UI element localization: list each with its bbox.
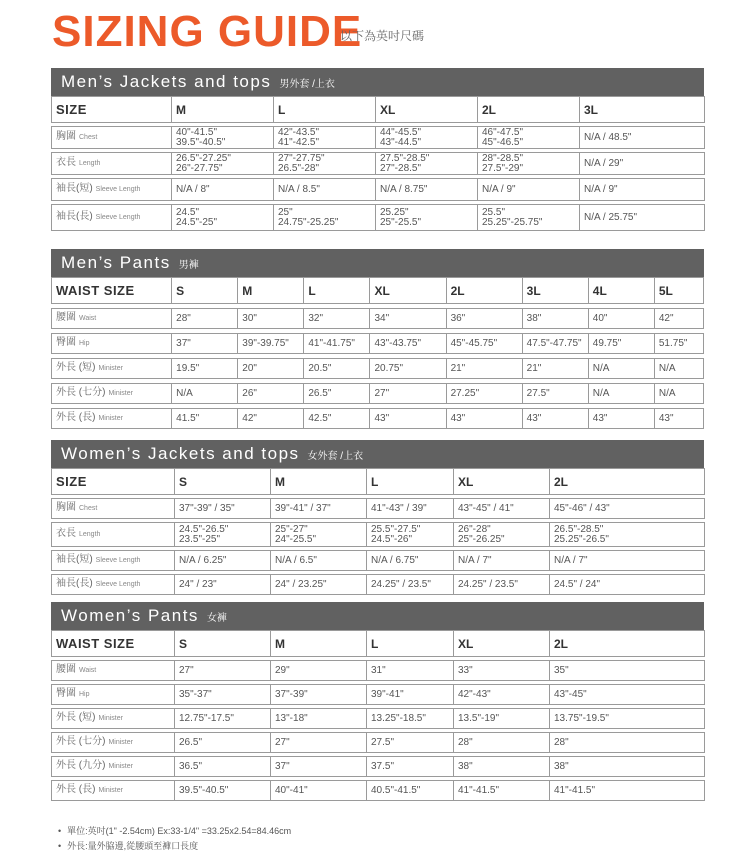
table-cell: 27.5": [522, 384, 588, 404]
table-cell: 28": [172, 309, 238, 329]
table-cell: 36.5": [175, 757, 271, 777]
table-cell: 26.5"-28.5" 25.25"-26.5": [550, 523, 705, 547]
table-cell: 43": [370, 409, 446, 429]
table-cell: 37"-39" / 35": [175, 499, 271, 519]
row-label-en: Sleeve Length: [95, 581, 141, 588]
table-cell: 42"-43.5" 41"-42.5": [274, 127, 376, 149]
size-label: WAIST SIZE: [52, 631, 175, 657]
table-cell: 40"-41": [271, 781, 367, 801]
table-cell: N/A: [654, 359, 703, 379]
section-title-cn: 女外套 /上衣: [307, 450, 364, 462]
table-cell: 38": [522, 309, 588, 329]
table-cell: 41"-41.5": [550, 781, 705, 801]
size-header: M: [271, 631, 367, 657]
row-label: [52, 575, 175, 595]
table-cell: 44"-45.5" 43"-44.5": [376, 127, 478, 149]
table-cell: 37.5": [367, 757, 454, 777]
table-cell: N/A / 7": [550, 551, 705, 571]
section-womens-jackets: [51, 440, 704, 595]
table-row: [52, 781, 705, 801]
row-label-en: Minister: [108, 390, 133, 397]
row-label-cn: 袖長(長): [56, 211, 93, 222]
table-header-row: [52, 97, 705, 123]
table-cell: 26.5": [304, 384, 370, 404]
size-header: L: [367, 469, 454, 495]
row-label-en: Waist: [79, 315, 97, 322]
row-label-en: Chest: [79, 505, 98, 512]
table-cell: 24.25" / 23.5": [367, 575, 454, 595]
size-label: SIZE: [52, 469, 175, 495]
section-header: [51, 68, 704, 96]
size-header: 2L: [478, 97, 580, 123]
table-cell: 26"-28" 25"-26.25": [454, 523, 550, 547]
size-header: 5L: [654, 278, 703, 304]
table-cell: 41.5": [172, 409, 238, 429]
size-header: 2L: [550, 631, 705, 657]
table-cell: 25" 24.75"-25.25": [274, 205, 376, 231]
row-label-cn: 胸圍: [56, 502, 76, 513]
row-label-cn: 外長 (七分): [56, 387, 106, 398]
table-header-row: [52, 278, 704, 304]
table-row: [52, 733, 705, 753]
row-label-en: Minister: [98, 787, 123, 794]
size-label: SIZE: [52, 97, 172, 123]
row-label-cn: 衣長: [56, 157, 76, 168]
size-table: [51, 468, 705, 595]
table-cell: N/A: [588, 384, 654, 404]
table-row: [52, 757, 705, 777]
table-cell: N/A: [172, 384, 238, 404]
table-cell: 43": [654, 409, 703, 429]
table-cell: N/A / 9": [478, 179, 580, 201]
table-cell: 13.25"-18.5": [367, 709, 454, 729]
size-header: S: [172, 278, 238, 304]
row-label-cn: 臀圍: [56, 688, 76, 699]
section-title: Women’s Jackets and tops: [61, 444, 300, 463]
table-cell: 27.25": [446, 384, 522, 404]
table-row: [52, 127, 705, 149]
note-item: • 單位:英吋(1" -2.54cm) Ex:33-1/4" =33.25x2.54=84.46cm: [58, 824, 291, 839]
row-label: [52, 127, 172, 149]
table-cell: 35": [550, 661, 705, 681]
table-cell: 39"-41" / 37": [271, 499, 367, 519]
size-header: M: [238, 278, 304, 304]
row-label: [52, 781, 175, 801]
size-table: [51, 96, 705, 231]
section-title: Men’s Jackets and tops: [61, 72, 272, 91]
row-label: [52, 757, 175, 777]
row-label: [52, 309, 172, 329]
row-label: [52, 409, 172, 429]
row-label: [52, 523, 175, 547]
row-label: [52, 359, 172, 379]
table-cell: 42": [238, 409, 304, 429]
table-cell: 24.25" / 23.5": [454, 575, 550, 595]
size-header: L: [367, 631, 454, 657]
row-label-cn: 外長 (九分): [56, 760, 106, 771]
table-cell: 43"-43.75": [370, 334, 446, 354]
section-header: [51, 440, 704, 468]
table-cell: 28"-28.5" 27.5"-29": [478, 153, 580, 175]
table-row: [52, 309, 704, 329]
table-cell: 20.75": [370, 359, 446, 379]
table-cell: 42"-43": [454, 685, 550, 705]
size-header: XL: [376, 97, 478, 123]
row-label-en: Minister: [98, 715, 123, 722]
table-cell: 13.5"-19": [454, 709, 550, 729]
table-cell: 13.75"-19.5": [550, 709, 705, 729]
table-row: [52, 661, 705, 681]
table-cell: 45"-46" / 43": [550, 499, 705, 519]
section-title-cn: 女褲: [206, 612, 227, 624]
section-title: Women’s Pants: [61, 606, 199, 625]
size-header: L: [274, 97, 376, 123]
table-cell: 38": [454, 757, 550, 777]
table-cell: 39.5"-40.5": [175, 781, 271, 801]
row-label-en: Minister: [98, 415, 123, 422]
table-cell: N/A / 25.75": [580, 205, 705, 231]
table-cell: 40": [588, 309, 654, 329]
row-label: [52, 334, 172, 354]
table-cell: 35"-37": [175, 685, 271, 705]
table-row: [52, 709, 705, 729]
row-label-cn: 袖長(短): [56, 183, 93, 194]
table-row: [52, 334, 704, 354]
table-cell: 24" / 23.25": [271, 575, 367, 595]
size-header: XL: [370, 278, 446, 304]
table-cell: 24.5" 24.5"-25": [172, 205, 274, 231]
table-cell: 24" / 23": [175, 575, 271, 595]
row-label-cn: 腰圍: [56, 312, 76, 323]
table-cell: 39"-39.75": [238, 334, 304, 354]
row-label-cn: 腰圍: [56, 664, 76, 675]
size-header: M: [271, 469, 367, 495]
row-label: [52, 205, 172, 231]
table-cell: N/A / 8.75": [376, 179, 478, 201]
section-title-cn: 男外套 /上衣: [279, 78, 335, 90]
row-label-cn: 外長 (長): [56, 784, 96, 795]
row-label-en: Minister: [108, 763, 133, 770]
section-title: Men’s Pants: [61, 253, 171, 272]
section-mens-jackets: [51, 68, 704, 231]
page-title: SIZING GUIDE: [52, 7, 363, 56]
section-mens-pants: [51, 249, 704, 429]
table-cell: 32": [304, 309, 370, 329]
row-label-cn: 外長 (短): [56, 362, 96, 373]
table-cell: 21": [522, 359, 588, 379]
size-header: XL: [454, 469, 550, 495]
table-cell: 49.75": [588, 334, 654, 354]
table-cell: N/A / 6.75": [367, 551, 454, 571]
row-label: [52, 685, 175, 705]
row-label-en: Sleeve Length: [95, 557, 141, 564]
table-cell: 26.5": [175, 733, 271, 753]
table-row: [52, 575, 705, 595]
table-cell: 40"-41.5" 39.5"-40.5": [172, 127, 274, 149]
table-cell: N/A: [588, 359, 654, 379]
table-cell: 25.25" 25"-25.5": [376, 205, 478, 231]
table-cell: 39"-41": [367, 685, 454, 705]
table-header-row: [52, 469, 705, 495]
table-cell: N/A: [654, 384, 703, 404]
section-womens-pants: [51, 602, 704, 801]
size-header: S: [175, 631, 271, 657]
table-cell: 12.75"-17.5": [175, 709, 271, 729]
table-cell: 27": [175, 661, 271, 681]
table-cell: 37": [271, 757, 367, 777]
page-subtitle: 以下為英吋尺碼: [340, 29, 425, 43]
table-cell: 24.5"-26.5" 23.5"-25": [175, 523, 271, 547]
table-row: [52, 551, 705, 571]
row-label-en: Minister: [108, 739, 133, 746]
table-cell: 36": [446, 309, 522, 329]
size-header: L: [304, 278, 370, 304]
row-label: [52, 551, 175, 571]
table-cell: N/A / 8": [172, 179, 274, 201]
size-table: [51, 277, 704, 429]
table-cell: 28": [550, 733, 705, 753]
row-label-en: Length: [79, 531, 101, 538]
table-cell: 34": [370, 309, 446, 329]
row-label-cn: 外長 (長): [56, 412, 96, 423]
table-cell: 27.5"-28.5" 27"-28.5": [376, 153, 478, 175]
table-row: [52, 523, 705, 547]
row-label-en: Sleeve Length: [95, 186, 141, 193]
row-label-cn: 袖長(長): [56, 578, 93, 589]
table-cell: 37": [172, 334, 238, 354]
table-cell: 42": [654, 309, 703, 329]
table-cell: 43": [588, 409, 654, 429]
row-label: [52, 709, 175, 729]
table-row: [52, 685, 705, 705]
row-label-en: Hip: [79, 691, 90, 698]
row-label-cn: 衣長: [56, 528, 76, 539]
table-cell: 37"-39": [271, 685, 367, 705]
note-item: • 外長:量外脇邊,從腰頭至褲口長度: [58, 839, 291, 854]
table-cell: N/A / 7": [454, 551, 550, 571]
row-label-cn: 外長 (短): [56, 712, 96, 723]
table-cell: 41"-41.5": [454, 781, 550, 801]
size-label: WAIST SIZE: [52, 278, 172, 304]
size-header: 2L: [446, 278, 522, 304]
section-header: [51, 249, 704, 277]
section-title-cn: 男褲: [178, 259, 199, 271]
row-label-cn: 袖長(短): [56, 554, 93, 565]
table-cell: 19.5": [172, 359, 238, 379]
size-header: 3L: [580, 97, 705, 123]
table-cell: 38": [550, 757, 705, 777]
row-label: [52, 661, 175, 681]
table-row: [52, 153, 705, 175]
table-row: [52, 359, 704, 379]
table-cell: N/A / 29": [580, 153, 705, 175]
table-cell: 47.5"-47.75": [522, 334, 588, 354]
table-cell: 45"-45.75": [446, 334, 522, 354]
row-label-cn: 外長 (七分): [56, 736, 106, 747]
table-cell: 41"-41.75": [304, 334, 370, 354]
table-cell: 43"-45": [550, 685, 705, 705]
table-cell: 27": [271, 733, 367, 753]
size-header: 3L: [522, 278, 588, 304]
row-label-cn: 臀圍: [56, 337, 76, 348]
table-cell: 46"-47.5" 45"-46.5": [478, 127, 580, 149]
table-cell: 25.5" 25.25"-25.75": [478, 205, 580, 231]
table-header-row: [52, 631, 705, 657]
table-cell: N/A / 48.5": [580, 127, 705, 149]
row-label-en: Sleeve Length: [95, 214, 141, 221]
size-header: XL: [454, 631, 550, 657]
table-row: [52, 409, 704, 429]
row-label-en: Chest: [79, 134, 98, 141]
row-label-en: Hip: [79, 340, 90, 347]
table-cell: 25"-27" 24"-25.5": [271, 523, 367, 547]
table-cell: 33": [454, 661, 550, 681]
table-cell: N/A / 6.5": [271, 551, 367, 571]
table-cell: 25.5"-27.5" 24.5"-26": [367, 523, 454, 547]
row-label: [52, 179, 172, 201]
row-label-en: Length: [79, 160, 101, 167]
table-cell: 51.75": [654, 334, 703, 354]
table-cell: 26.5"-27.25" 26"-27.75": [172, 153, 274, 175]
section-header: [51, 602, 704, 630]
table-cell: 27.5": [367, 733, 454, 753]
table-cell: 43": [522, 409, 588, 429]
table-cell: 28": [454, 733, 550, 753]
table-cell: 30": [238, 309, 304, 329]
size-table: [51, 630, 705, 801]
table-cell: N/A / 6.25": [175, 551, 271, 571]
row-label: [52, 499, 175, 519]
table-cell: 43": [446, 409, 522, 429]
table-row: [52, 384, 704, 404]
notes: [58, 824, 291, 854]
table-cell: 27"-27.75" 26.5"-28": [274, 153, 376, 175]
row-label: [52, 384, 172, 404]
table-cell: 20": [238, 359, 304, 379]
table-cell: 26": [238, 384, 304, 404]
row-label-cn: 胸圍: [56, 131, 76, 142]
size-header: M: [172, 97, 274, 123]
size-header: 4L: [588, 278, 654, 304]
row-label-en: Waist: [79, 667, 97, 674]
table-cell: 41"-43" / 39": [367, 499, 454, 519]
table-cell: 43"-45" / 41": [454, 499, 550, 519]
table-cell: 20.5": [304, 359, 370, 379]
size-header: 2L: [550, 469, 705, 495]
table-cell: 31": [367, 661, 454, 681]
table-cell: N/A / 9": [580, 179, 705, 201]
row-label: [52, 153, 172, 175]
table-cell: N/A / 8.5": [274, 179, 376, 201]
row-label: [52, 733, 175, 753]
table-cell: 21": [446, 359, 522, 379]
size-header: S: [175, 469, 271, 495]
table-row: [52, 205, 705, 231]
table-row: [52, 179, 705, 201]
table-cell: 29": [271, 661, 367, 681]
table-row: [52, 499, 705, 519]
table-cell: 42.5": [304, 409, 370, 429]
table-cell: 24.5" / 24": [550, 575, 705, 595]
table-cell: 27": [370, 384, 446, 404]
table-cell: 13"-18": [271, 709, 367, 729]
row-label-en: Minister: [98, 365, 123, 372]
table-cell: 40.5"-41.5": [367, 781, 454, 801]
